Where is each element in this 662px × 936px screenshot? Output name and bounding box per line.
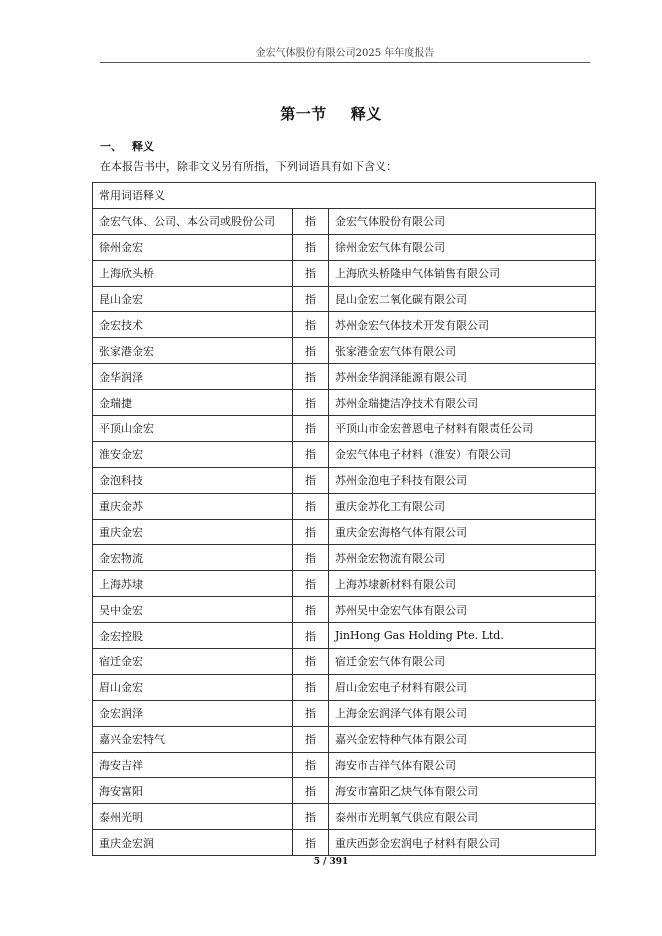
meaning-cell: 平顶山市金宏普恩电子材料有限责任公司 bbox=[329, 416, 596, 442]
header-divider bbox=[100, 62, 590, 63]
meaning-cell: 重庆金苏化工有限公司 bbox=[329, 493, 596, 519]
table-row bbox=[93, 234, 596, 260]
ref-cell: 指 bbox=[293, 597, 329, 623]
meaning-cell: 徐州金宏气体有限公司 bbox=[329, 234, 596, 260]
ref-cell: 指 bbox=[293, 234, 329, 260]
meaning-cell: 重庆西彭金宏润电子材料有限公司 bbox=[329, 830, 596, 856]
ref-cell: 指 bbox=[293, 519, 329, 545]
ref-cell: 指 bbox=[293, 390, 329, 416]
meaning-cell: 张家港金宏气体有限公司 bbox=[329, 338, 596, 364]
ref-cell: 指 bbox=[293, 830, 329, 856]
term-cell: 海安富阳 bbox=[93, 778, 293, 804]
term-cell: 吴中金宏 bbox=[93, 597, 293, 623]
table-row bbox=[93, 623, 596, 649]
meaning-cell: 海安市吉祥气体有限公司 bbox=[329, 752, 596, 778]
table-row bbox=[93, 649, 596, 675]
meaning-cell: 苏州吴中金宏气体有限公司 bbox=[329, 597, 596, 623]
ref-cell: 指 bbox=[293, 364, 329, 390]
table-row bbox=[93, 778, 596, 804]
ref-cell: 指 bbox=[293, 545, 329, 571]
table-row bbox=[93, 830, 596, 856]
term-cell: 平顶山金宏 bbox=[93, 416, 293, 442]
table-row bbox=[93, 519, 596, 545]
term-cell: 重庆金苏 bbox=[93, 493, 293, 519]
page-header: 金宏气体股份有限公司2025 年年度报告 bbox=[255, 48, 435, 59]
table-row bbox=[93, 597, 596, 623]
table-header-cell: 常用词语释义 bbox=[93, 183, 596, 209]
ref-cell: 指 bbox=[293, 260, 329, 286]
table-row bbox=[93, 674, 596, 700]
table-row bbox=[93, 286, 596, 312]
subsection-number: 一、 bbox=[100, 140, 122, 153]
meaning-cell: 重庆金宏海格气体有限公司 bbox=[329, 519, 596, 545]
term-cell: 上海欣头桥 bbox=[93, 260, 293, 286]
term-cell: 金宏物流 bbox=[93, 545, 293, 571]
ref-cell: 指 bbox=[293, 752, 329, 778]
ref-cell: 指 bbox=[293, 623, 329, 649]
ref-cell: 指 bbox=[293, 649, 329, 675]
term-cell: 金宏气体、公司、本公司或股份公司 bbox=[93, 208, 293, 234]
ref-cell: 指 bbox=[293, 571, 329, 597]
term-cell: 金宏技术 bbox=[93, 312, 293, 338]
ref-cell: 指 bbox=[293, 467, 329, 493]
table-row bbox=[93, 804, 596, 830]
term-cell: 淮安金宏 bbox=[93, 441, 293, 467]
definitions-table bbox=[92, 182, 596, 856]
table-row bbox=[93, 312, 596, 338]
table-row bbox=[93, 390, 596, 416]
meaning-cell: 金宏气体电子材料（淮安）有限公司 bbox=[329, 441, 596, 467]
ref-cell: 指 bbox=[293, 416, 329, 442]
table-row bbox=[93, 338, 596, 364]
meaning-cell: JinHong Gas Holding Pte. Ltd. bbox=[329, 623, 596, 649]
subsection-title: 释义 bbox=[132, 140, 154, 153]
meaning-cell: 嘉兴金宏特种气体有限公司 bbox=[329, 726, 596, 752]
table-row bbox=[93, 545, 596, 571]
meaning-cell: 宿迁金宏气体有限公司 bbox=[329, 649, 596, 675]
meaning-cell: 金宏气体股份有限公司 bbox=[329, 208, 596, 234]
ref-cell: 指 bbox=[293, 441, 329, 467]
table-row bbox=[93, 700, 596, 726]
term-cell: 张家港金宏 bbox=[93, 338, 293, 364]
ref-cell: 指 bbox=[293, 804, 329, 830]
page-number: 5 / 391 bbox=[313, 857, 349, 867]
meaning-cell: 苏州金宏物流有限公司 bbox=[329, 545, 596, 571]
section-title bbox=[0, 103, 662, 124]
term-cell: 重庆金宏 bbox=[93, 519, 293, 545]
term-cell: 宿迁金宏 bbox=[93, 649, 293, 675]
term-cell: 金瑞捷 bbox=[93, 390, 293, 416]
meaning-cell: 苏州金泡电子科技有限公司 bbox=[329, 467, 596, 493]
ref-cell: 指 bbox=[293, 778, 329, 804]
meaning-cell: 上海欣头桥隆申气体销售有限公司 bbox=[329, 260, 596, 286]
ref-cell: 指 bbox=[293, 674, 329, 700]
term-cell: 泰州光明 bbox=[93, 804, 293, 830]
table-row bbox=[93, 441, 596, 467]
table-row bbox=[93, 493, 596, 519]
meaning-cell: 苏州金瑞捷洁净技术有限公司 bbox=[329, 390, 596, 416]
term-cell: 金泡科技 bbox=[93, 467, 293, 493]
section-name: 释义 bbox=[350, 105, 382, 123]
ref-cell: 指 bbox=[293, 286, 329, 312]
table-row bbox=[93, 416, 596, 442]
meaning-cell: 眉山金宏电子材料有限公司 bbox=[329, 674, 596, 700]
term-cell: 海安吉祥 bbox=[93, 752, 293, 778]
ref-cell: 指 bbox=[293, 312, 329, 338]
meaning-cell: 苏州金华润泽能源有限公司 bbox=[329, 364, 596, 390]
ref-cell: 指 bbox=[293, 700, 329, 726]
ref-cell: 指 bbox=[293, 493, 329, 519]
meaning-cell: 海安市富阳乙炔气体有限公司 bbox=[329, 778, 596, 804]
subsection-heading bbox=[100, 138, 154, 154]
ref-cell: 指 bbox=[293, 338, 329, 364]
term-cell: 徐州金宏 bbox=[93, 234, 293, 260]
table-row bbox=[93, 752, 596, 778]
meaning-cell: 上海苏埭新材料有限公司 bbox=[329, 571, 596, 597]
table-row bbox=[93, 208, 596, 234]
meaning-cell: 泰州市光明氧气供应有限公司 bbox=[329, 804, 596, 830]
term-cell: 昆山金宏 bbox=[93, 286, 293, 312]
ref-cell: 指 bbox=[293, 208, 329, 234]
intro-paragraph: 在本报告书中，除非文义另有所指，下列词语具有如下含义： bbox=[100, 160, 397, 173]
term-cell: 金华润泽 bbox=[93, 364, 293, 390]
meaning-cell: 苏州金宏气体技术开发有限公司 bbox=[329, 312, 596, 338]
table-row bbox=[93, 467, 596, 493]
term-cell: 嘉兴金宏特气 bbox=[93, 726, 293, 752]
meaning-cell: 上海金宏润泽气体有限公司 bbox=[329, 700, 596, 726]
meaning-cell: 昆山金宏二氧化碳有限公司 bbox=[329, 286, 596, 312]
term-cell: 眉山金宏 bbox=[93, 674, 293, 700]
section-number: 第一节 bbox=[280, 105, 327, 123]
table-header-row bbox=[93, 183, 596, 209]
table-row bbox=[93, 364, 596, 390]
table-row bbox=[93, 726, 596, 752]
term-cell: 金宏控股 bbox=[93, 623, 293, 649]
term-cell: 金宏润泽 bbox=[93, 700, 293, 726]
table-row bbox=[93, 260, 596, 286]
ref-cell: 指 bbox=[293, 726, 329, 752]
term-cell: 重庆金宏润 bbox=[93, 830, 293, 856]
term-cell: 上海苏埭 bbox=[93, 571, 293, 597]
table-row bbox=[93, 571, 596, 597]
